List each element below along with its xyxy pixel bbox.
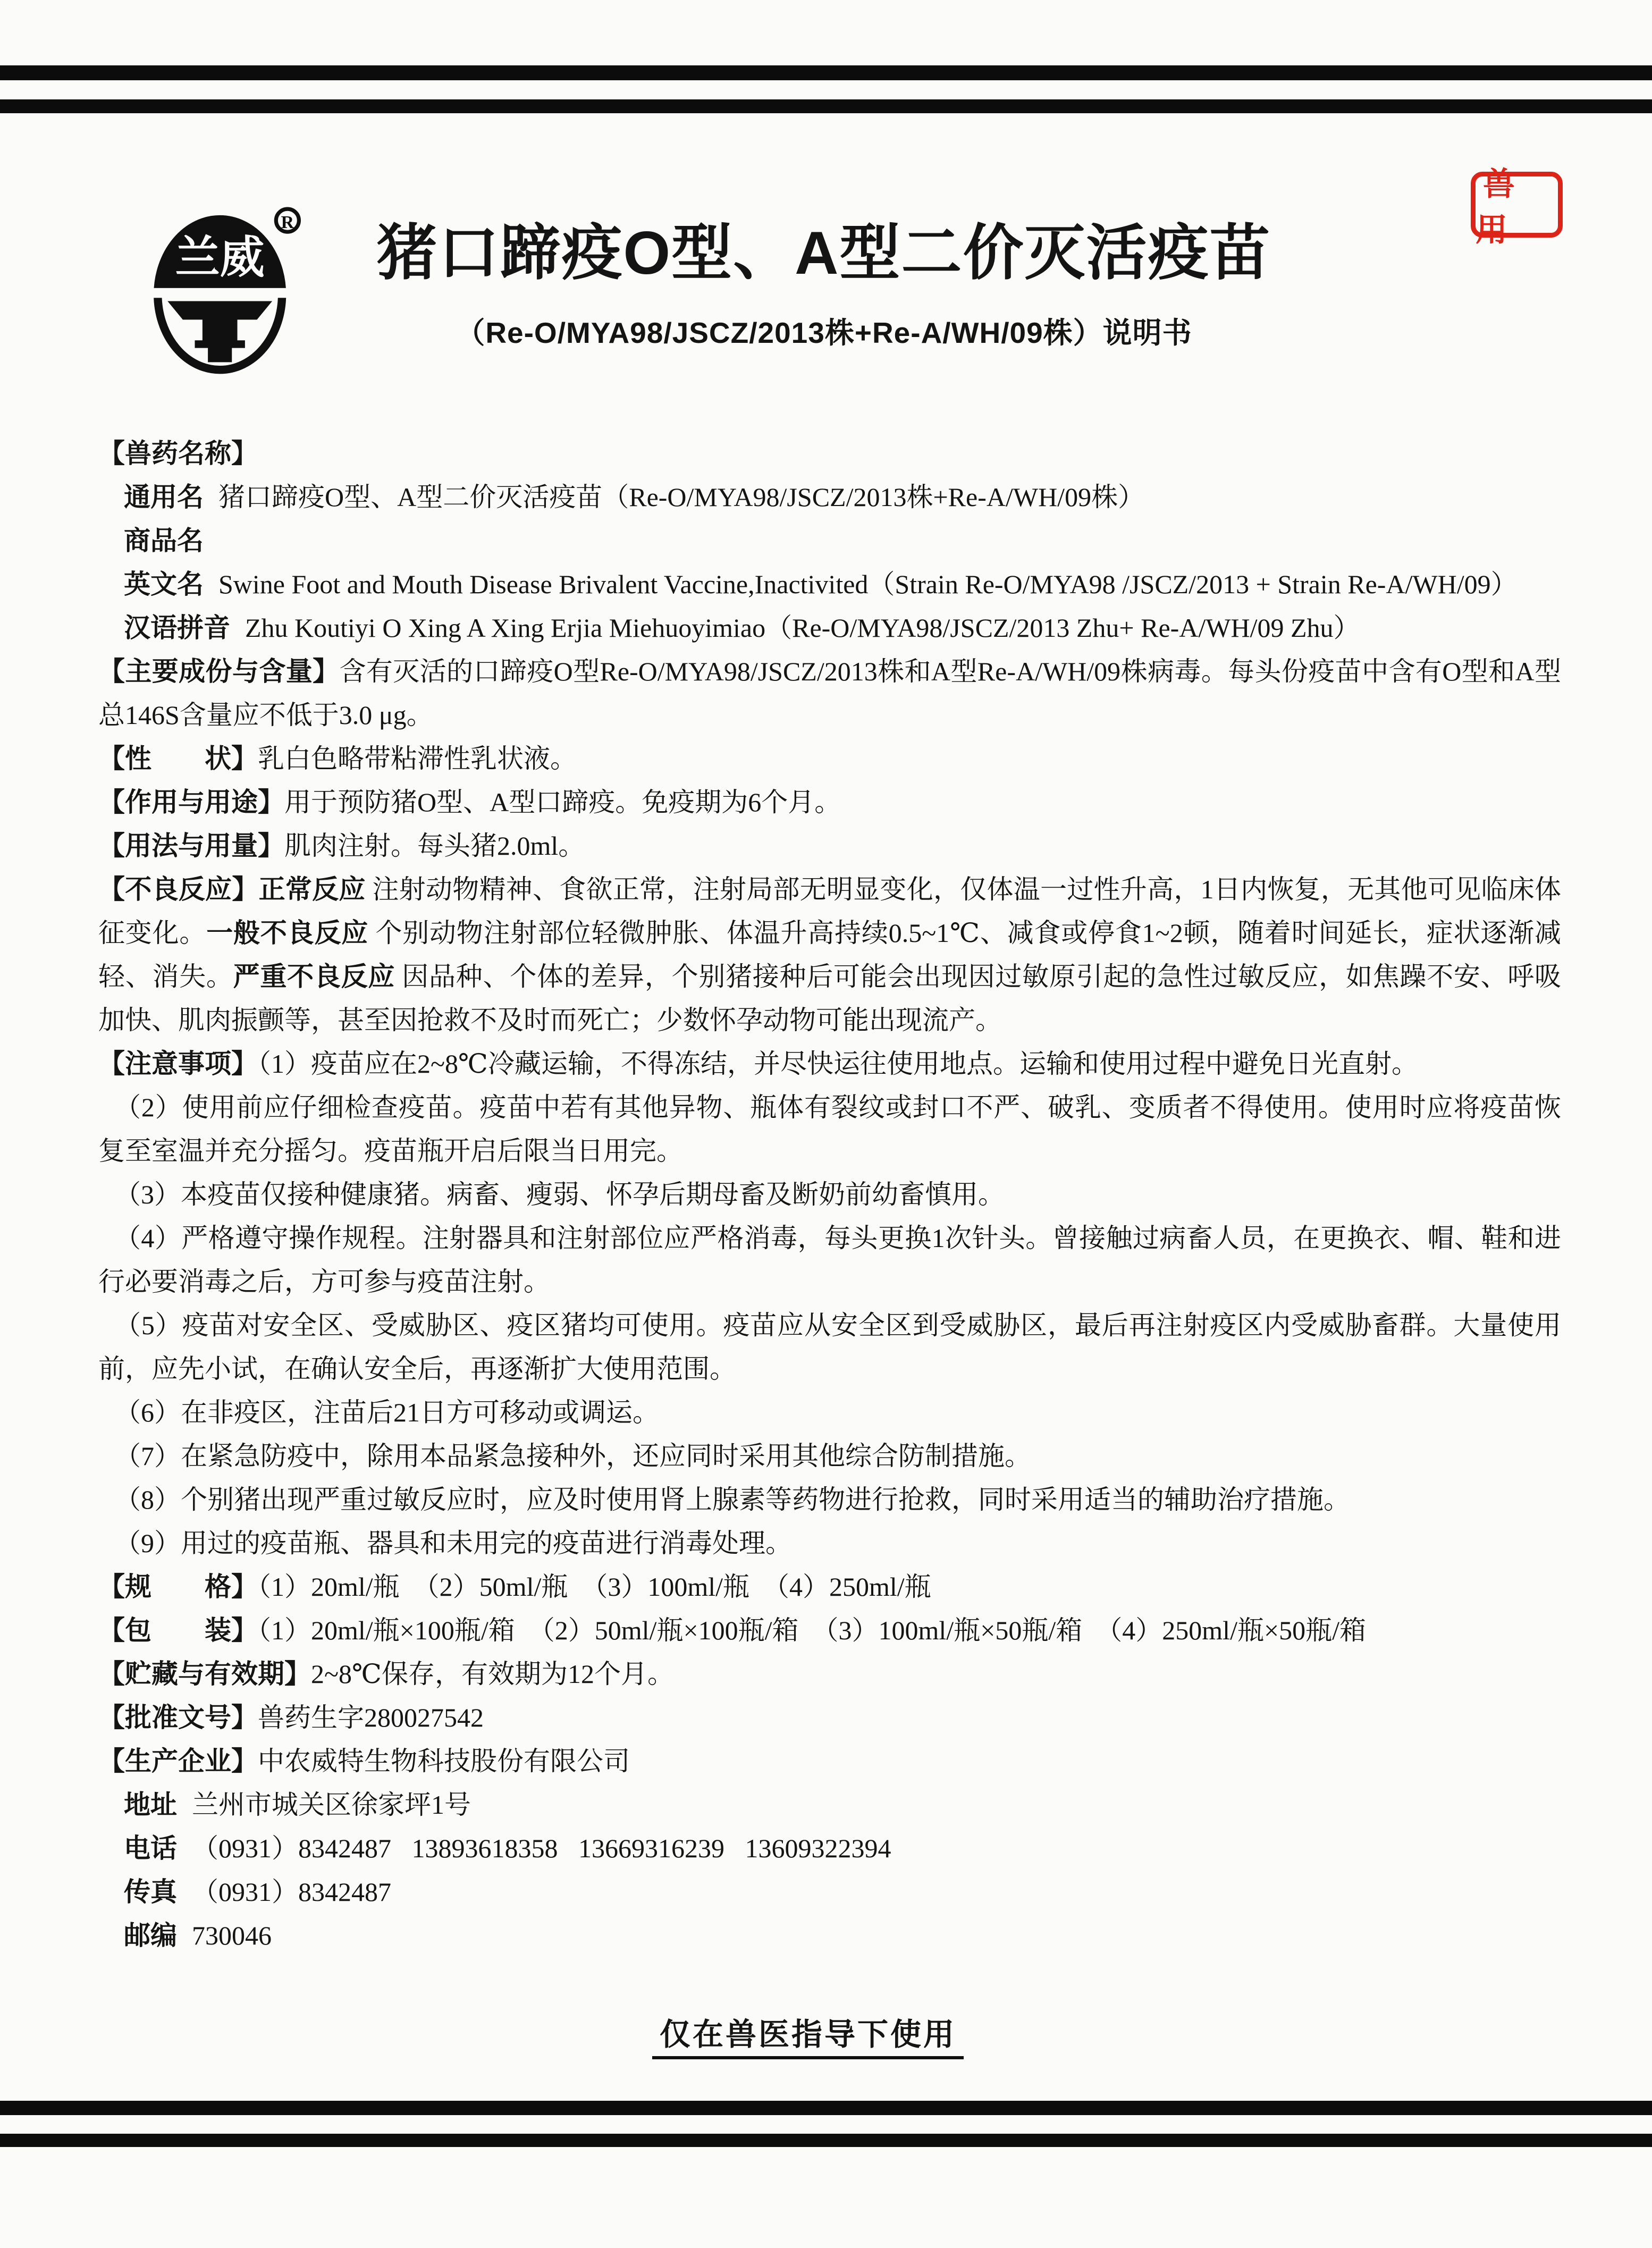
adverse-normal-head: 正常反应 (258, 874, 366, 904)
storage-text: 2~8℃保存，有效期为12个月。 (311, 1659, 674, 1689)
product-title: 猪口蹄疫O型、A型二价灭活疫苗 (376, 220, 1271, 287)
section-approval-number (98, 1696, 1561, 1739)
trade-name-line (98, 519, 1561, 562)
lanwei-logo (152, 206, 301, 376)
zip-value: 730046 (192, 1921, 272, 1950)
section-composition (98, 650, 1561, 737)
section-storage (98, 1652, 1561, 1696)
zip-line (98, 1914, 1561, 1957)
precaution-item-5: （5）疫苗对安全区、受威胁区、疫区猪均可使用。疫苗应从安全区到受威胁区，最后再注射疫区内受威胁畜群。大量使用前，应先小试，在确认安全后，再逐渐扩大使用范围。 (98, 1310, 1561, 1384)
drug-name-label: 【兽药名称】 (98, 439, 258, 468)
composition-label: 【主要成份与含量】 (98, 656, 340, 686)
precaution-item-2: （2）使用前应仔细检查疫苗。疫苗中若有其他异物、瓶体有裂纹或封口不严、破乳、变质者不得使用。使用时应将疫苗恢复至室温并充分摇匀。疫苗瓶开启后限当日用完。 (98, 1092, 1561, 1166)
top-border-rule-inner (0, 99, 1652, 113)
address-line (98, 1783, 1561, 1826)
adverse-normal-text: 注射动物精神、食欲正常，注射局部无明显变化，仅体温一过性升高，1日内恢复，无其他可见临床体征变化。 (98, 874, 1562, 948)
precaution-item-6: （6）在非疫区，注苗后21日方可移动或调运。 (114, 1397, 659, 1427)
character-text: 乳白色略带粘滞性乳状液。 (258, 744, 577, 773)
stamp-label: 兽用 (1476, 166, 1522, 248)
registered-trademark-letter: R (281, 213, 294, 233)
precaution-item-4: （4）严格遵守操作规程。注射器具和注射部位应严格消毒，每头更换1次针头。曾接触过病畜人员，在更换衣、帽、鞋和进行必要消毒之后，方可参与疫苗注射。 (98, 1223, 1561, 1296)
packing-label: 【包 装】 (98, 1615, 258, 1645)
pinyin-name-value: Zhu Koutiyi O Xing A Xing Erjia Miehuoyimiao（Re-O/MYA98/JSCZ/2013 Zhu+ Re-A/WH/09 Zhu） (245, 613, 1360, 643)
address-label: 地址 (124, 1790, 177, 1820)
fax-label: 传真 (124, 1877, 177, 1907)
precaution-item-7: （7）在紧急防疫中，除用本品紧急接种外，还应同时采用其他综合防制措施。 (114, 1441, 1031, 1471)
footer-instruction-text: 仅在兽医指导下使用 (652, 2017, 964, 2059)
phone-line (98, 1826, 1561, 1870)
section-manufacturer (98, 1739, 1561, 1783)
adverse-severe-text: 因品种、个体的差异，个别猪接种后可能会出现因过敏原引起的急性过敏反应，如焦躁不安、呼吸加快、肌肉振颤等，甚至因抢救不及时而死亡；少数怀孕动物可能出现流产。 (98, 962, 1562, 1035)
footer-instruction (0, 2010, 1616, 2059)
veterinary-use-stamp (1471, 166, 1563, 248)
section-function (98, 780, 1561, 824)
precaution-item-9: （9）用过的疫苗瓶、器具和未用完的疫苗进行消毒处理。 (114, 1528, 792, 1558)
phone-value: （0931）8342487 13893618358 13669316239 13609322394 (192, 1833, 891, 1863)
section-packing (98, 1609, 1561, 1652)
precaution-item-3: （3）本疫苗仅接种健康猪。病畜、瘦弱、怀孕后期母畜及断奶前幼畜慎用。 (114, 1180, 1005, 1209)
section-adverse-reactions (98, 868, 1561, 1042)
section-precautions (98, 1042, 1561, 1085)
adverse-general-text: 个别动物注射部位轻微肿胀、体温升高持续0.5~1℃、减食或停食1~2顿，随着时间延长，症状逐渐减轻、消失。 (98, 918, 1561, 991)
generic-name-label: 通用名 (124, 482, 204, 512)
phone-label: 电话 (124, 1833, 177, 1863)
fax-line (98, 1870, 1561, 1914)
function-label: 【作用与用途】 (98, 787, 284, 817)
section-specification (98, 1565, 1561, 1609)
section-drug-name (98, 432, 1561, 475)
adverse-label: 【不良反应】 (98, 874, 259, 904)
approval-text: 兽药生字280027542 (258, 1703, 484, 1732)
bottom-border-rule-outer (0, 2134, 1652, 2147)
approval-label: 【批准文号】 (98, 1703, 258, 1732)
english-name-label: 英文名 (124, 569, 204, 599)
zip-label: 邮编 (124, 1921, 177, 1950)
packing-text: （1）20ml/瓶×100瓶/箱 （2）50ml/瓶×100瓶/箱 （3）100ml/瓶×50瓶/箱 （4）250ml/瓶×50瓶/箱 (258, 1615, 1367, 1645)
generic-name-value: 猪口蹄疫O型、A型二价灭活疫苗（Re-O/MYA98/JSCZ/2013株+Re-A/WH/09株） (218, 482, 1145, 512)
function-text: 用于预防猪O型、A型口蹄疫。免疫期为6个月。 (284, 787, 841, 817)
specification-text: （1）20ml/瓶 （2）50ml/瓶 （3）100ml/瓶 （4）250ml/瓶 (258, 1572, 931, 1602)
adverse-general-head: 一般不良反应 (206, 918, 369, 948)
precautions-label: 【注意事项】 (98, 1049, 258, 1079)
english-name-line (98, 562, 1561, 606)
pinyin-name-label: 汉语拼音 (124, 613, 230, 643)
character-label: 【性 状】 (98, 744, 258, 773)
english-name-value: Swine Foot and Mouth Disease Brivalent Vaccine,Inactivited（Strain Re-O/MYA98 /JSCZ/2013 + Strain Re-A/WH/09） (218, 569, 1518, 599)
strain-subtitle: （Re-O/MYA98/JSCZ/2013株+Re-A/WH/09株）说明书 (456, 316, 1192, 349)
address-value: 兰州市城关区徐家坪1号 (192, 1790, 471, 1820)
adverse-severe-head: 严重不良反应 (233, 962, 395, 991)
dosage-text: 肌肉注射。每头猪2.0ml。 (284, 831, 585, 861)
logo-brand-text: 兰威 (175, 232, 265, 283)
storage-label: 【贮藏与有效期】 (98, 1659, 311, 1689)
generic-name-line (98, 475, 1561, 519)
trade-name-label: 商品名 (124, 526, 204, 555)
logo-divider-band (152, 288, 301, 298)
section-character (98, 737, 1561, 780)
composition-text: 含有灭活的口蹄疫O型Re-O/MYA98/JSCZ/2013株和A型Re-A/WH/09株病毒。每头份疫苗中含有O型和A型总146S含量应不低于3.0 μg。 (98, 656, 1561, 730)
manufacturer-text: 中农威特生物科技股份有限公司 (258, 1746, 630, 1776)
precaution-item-1: （1）疫苗应在2~8℃冷藏运输，不得冻结，并尽快运往使用地点。运输和使用过程中避免日光直射。 (258, 1049, 1418, 1079)
insert-body (98, 432, 1561, 1957)
pinyin-name-line (98, 606, 1561, 650)
manufacturer-label: 【生产企业】 (98, 1746, 258, 1776)
dosage-label: 【用法与用量】 (98, 831, 284, 861)
bottom-border-rule-inner (0, 2101, 1652, 2115)
section-dosage (98, 824, 1561, 868)
top-border-rule-outer (0, 65, 1652, 80)
precaution-item-8: （8）个别猪出现严重过敏反应时，应及时使用肾上腺素等药物进行抢救，同时采用适当的辅助治疗措施。 (114, 1485, 1350, 1514)
specification-label: 【规 格】 (98, 1572, 258, 1602)
fax-value: （0931）8342487 (192, 1877, 391, 1907)
